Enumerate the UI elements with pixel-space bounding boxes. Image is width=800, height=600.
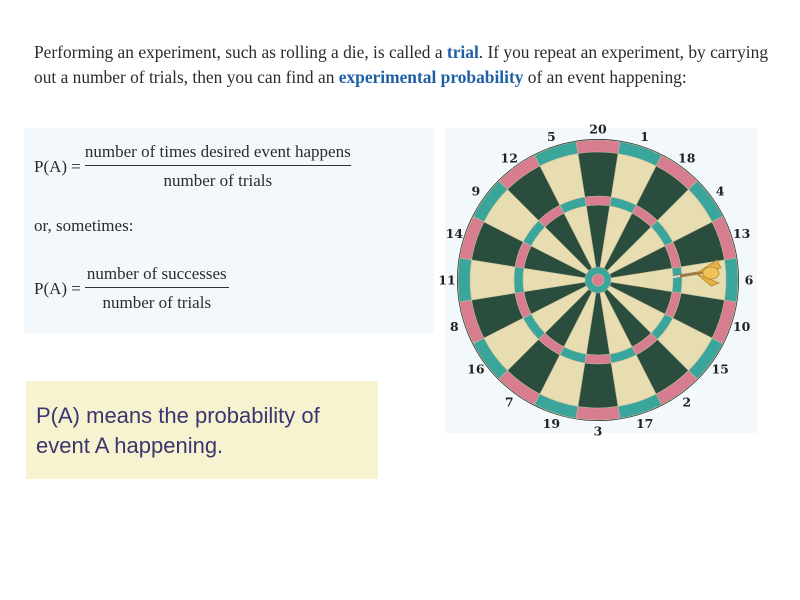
inner-bull [592, 274, 604, 286]
term-experimental-probability: experimental probability [338, 67, 524, 87]
treble-ring-segment [672, 267, 682, 293]
bullseye [585, 267, 611, 293]
sector-number-13: 13 [732, 225, 751, 241]
formula-times-desired [34, 142, 351, 191]
intro-text-2: . If you repeat an experiment, by carrying out a number of trials, then you can find an [34, 42, 769, 87]
sector-number-12: 12 [500, 150, 518, 166]
definition-note-text: P(A) means the probability of event A happening. [36, 403, 320, 458]
formula-successes [34, 264, 229, 313]
sector-number-2: 2 [682, 394, 692, 410]
sector-number-8: 8 [450, 319, 459, 335]
intro-text-1: Performing an experiment, such as rolling a die, is called a [34, 42, 447, 62]
sector-number-3: 3 [593, 423, 603, 439]
formula2-lhs: P(A) = [34, 278, 81, 298]
double-ring-segment [724, 258, 738, 302]
sector-number-6: 6 [744, 272, 754, 288]
formula-panel [24, 128, 434, 334]
double-ring-segment [458, 258, 472, 302]
term-trial: trial [446, 42, 479, 62]
sector-number-16: 16 [467, 361, 485, 377]
intro-text-3: of an event happening: [523, 67, 687, 87]
formula2-denominator: number of trials [102, 293, 212, 312]
definition-note-box [26, 381, 378, 479]
dartboard-panel [438, 121, 757, 439]
sector-number-9: 9 [471, 183, 481, 199]
sector-number-20: 20 [589, 121, 607, 137]
formula1-fraction [85, 142, 351, 191]
dartboard-illustration [438, 121, 757, 439]
sector-number-4: 4 [715, 183, 725, 199]
sector-number-5: 5 [546, 128, 556, 144]
treble-ring-segment [585, 196, 611, 206]
sector-number-17: 17 [635, 416, 654, 432]
formula1-denominator: number of trials [163, 171, 273, 190]
or-sometimes-text: or, sometimes: [34, 216, 134, 235]
formula2-numerator: number of successes [86, 264, 227, 283]
dart-flight-center [703, 267, 719, 279]
sector-number-18: 18 [678, 150, 696, 166]
double-ring-segment [576, 140, 620, 154]
formula1-numerator: number of times desired event happens [84, 142, 351, 161]
sector-number-19: 19 [542, 416, 561, 432]
sector-number-14: 14 [445, 225, 464, 241]
sector-number-15: 15 [711, 361, 729, 377]
treble-ring-segment [585, 354, 611, 364]
sector-number-11: 11 [438, 272, 456, 288]
formula2-fraction [85, 264, 229, 313]
formula1-lhs: P(A) = [34, 156, 81, 176]
sector-number-7: 7 [504, 394, 514, 410]
intro-paragraph [34, 40, 784, 90]
sector-number-10: 10 [732, 319, 751, 335]
sector-number-1: 1 [640, 128, 650, 144]
treble-ring-segment [514, 267, 524, 293]
double-ring-segment [576, 406, 620, 420]
